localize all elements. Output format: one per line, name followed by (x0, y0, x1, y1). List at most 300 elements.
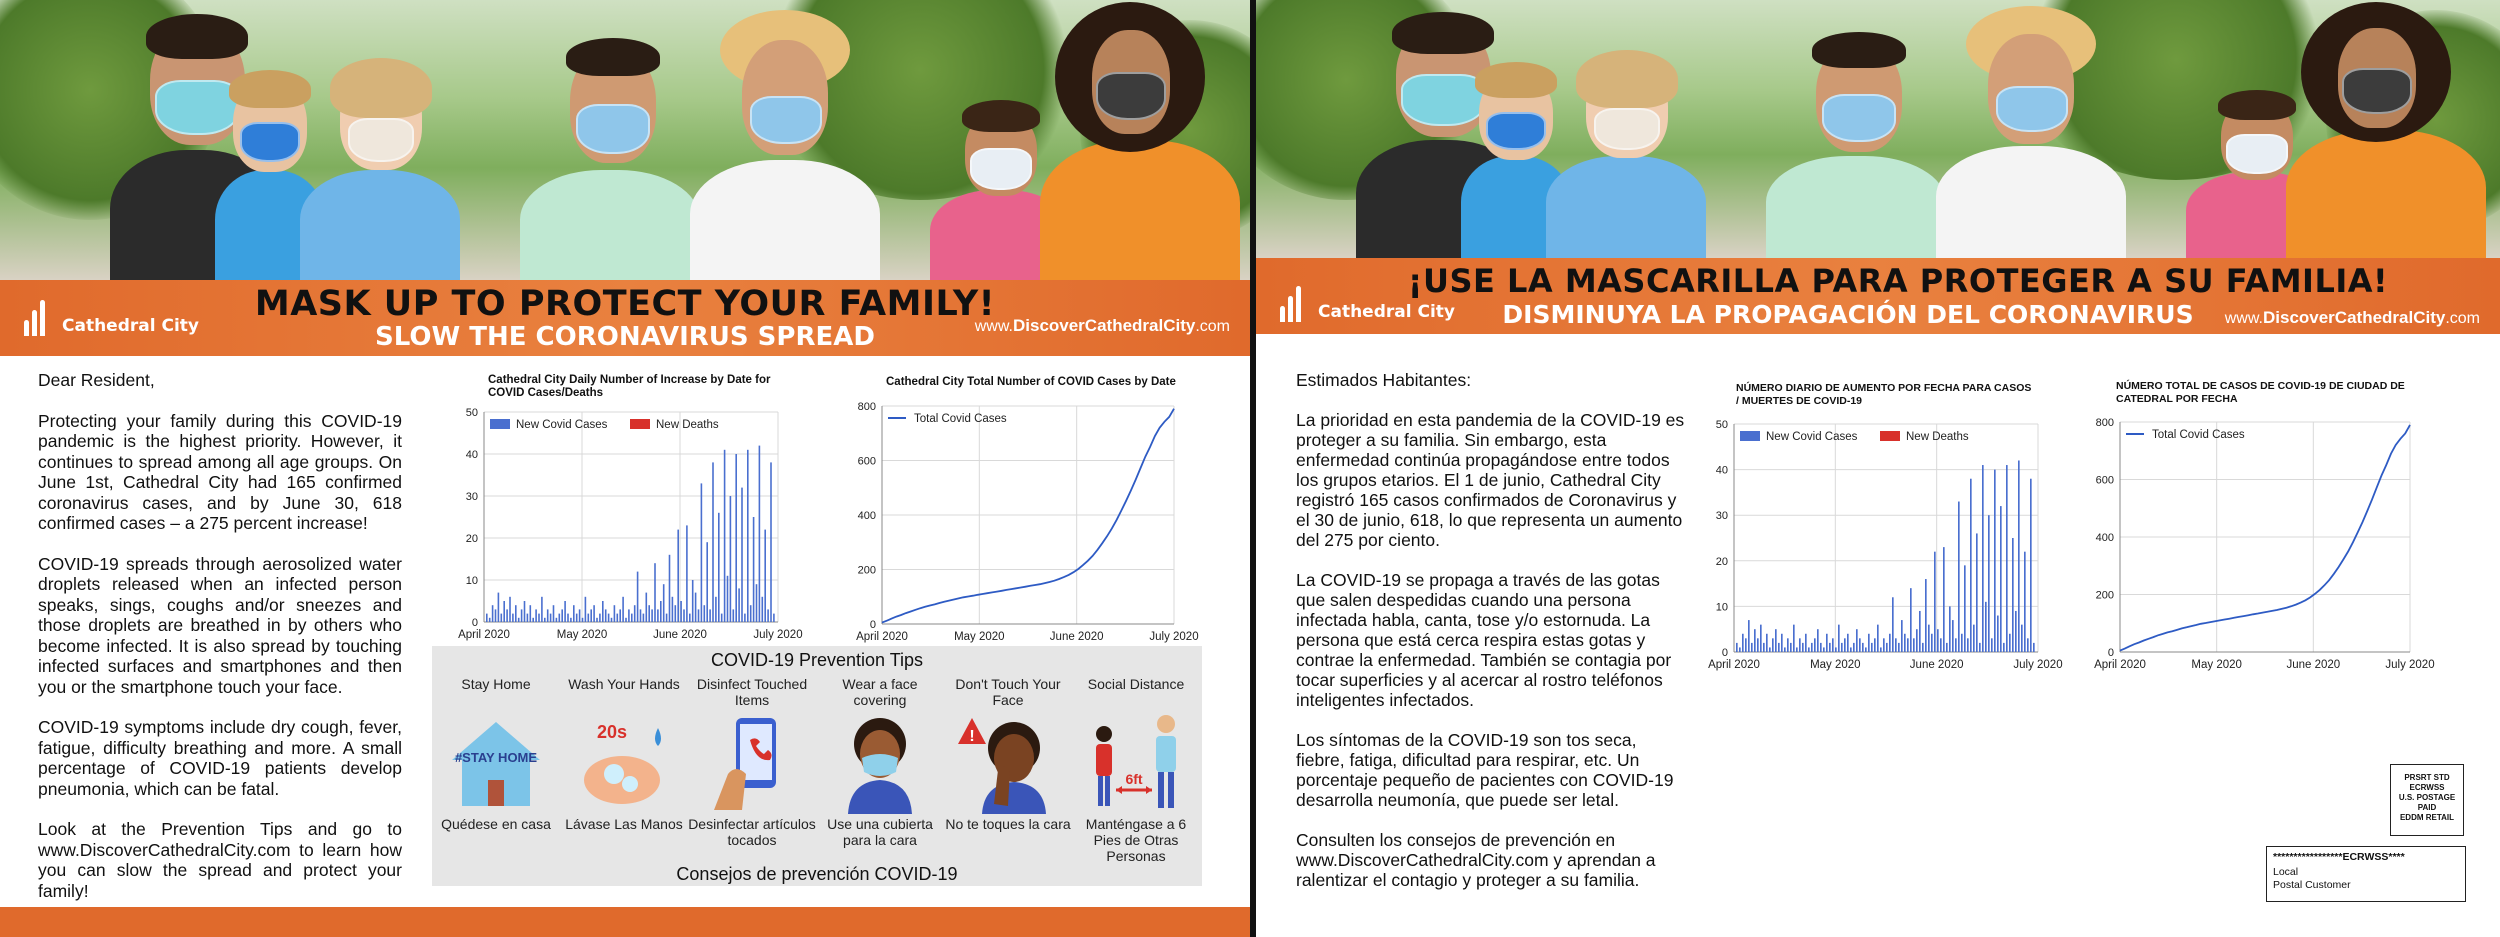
bar-new-cases (1943, 547, 1945, 652)
tip-label-es: Use una cubierta para la cara (827, 816, 933, 848)
bar-new-cases (767, 609, 769, 622)
bar-new-cases (538, 614, 540, 622)
bar-new-cases (1931, 634, 1933, 652)
bar-new-cases (1958, 502, 1960, 652)
x-tick-label: April 2020 (458, 629, 510, 641)
x-tick-label: July 2020 (1149, 631, 1199, 643)
timer-badge: 20s (596, 722, 628, 742)
bar-new-cases (2018, 460, 2020, 652)
address-line: Local (2273, 866, 2299, 878)
bar-new-cases (1796, 647, 1798, 652)
bar-new-cases (1955, 638, 1957, 652)
bar-new-cases (1841, 643, 1843, 652)
tips-subtitle: Consejos de prevención COVID-19 (676, 864, 958, 884)
bar-new-cases (553, 605, 555, 622)
bar-new-cases (721, 614, 723, 622)
bar-new-cases (1862, 643, 1864, 652)
bar-new-cases (2027, 638, 2029, 652)
bar-new-cases (527, 614, 529, 622)
headline-banner (0, 280, 1250, 356)
bar-new-cases (706, 542, 708, 622)
bar-new-cases (611, 618, 613, 622)
logo-text: Cathedral City (62, 316, 199, 336)
bar-new-cases (1817, 629, 1819, 652)
bar-new-cases (1853, 643, 1855, 652)
bar-new-cases (764, 530, 766, 622)
legend-swatch (1880, 431, 1900, 441)
greeting: Estimados Habitantes: (1296, 370, 1472, 390)
bar-new-cases (1850, 647, 1852, 652)
bar-new-cases (1973, 625, 1975, 652)
y-tick-label: 400 (2095, 532, 2114, 544)
x-tick-label: April 2020 (856, 631, 908, 643)
bar-new-cases (770, 462, 772, 622)
bar-new-cases (677, 530, 679, 622)
legend-swatch (490, 419, 510, 429)
website-link[interactable]: www.DiscoverCathedralCity.com (2224, 308, 2480, 327)
tip-label-es: Quédese en casa (441, 816, 551, 832)
bar-new-cases (1808, 647, 1810, 652)
tip-label: Wear a face covering (842, 676, 918, 708)
address-line: *****************ECRWSS**** (2273, 851, 2405, 863)
subheadline: SLOW THE CORONAVIRUS SPREAD (375, 322, 875, 352)
bar-new-cases (2021, 625, 2023, 652)
tip-disinfect (688, 676, 816, 848)
bar-new-cases (498, 593, 500, 622)
tip-label: Wash Your Hands (568, 676, 680, 692)
bar-new-cases (709, 609, 711, 622)
y-tick-label: 200 (857, 564, 876, 577)
bar-new-cases (1751, 643, 1753, 652)
bar-new-cases (773, 614, 775, 622)
bar-new-cases (588, 614, 590, 622)
bar-new-cases (1787, 638, 1789, 652)
bar-new-cases (680, 601, 682, 622)
bar-new-cases (2000, 506, 2002, 652)
x-tick-label: April 2020 (1708, 659, 1760, 671)
headline: ¡USE LA MASCARILLA PARA PROTEGER A SU FAMILIA! (1407, 262, 2389, 300)
legend-label: New Covid Cases (1766, 431, 1858, 443)
logo-text: Cathedral City (1318, 302, 1455, 322)
bar-new-cases (724, 450, 726, 622)
bar-new-cases (669, 555, 671, 622)
y-tick-label: 30 (1715, 510, 1728, 523)
disinfect-phone-icon (702, 714, 802, 814)
tip-label: Don't Touch Your Face (955, 676, 1061, 708)
bar-new-cases (1907, 638, 1909, 652)
bar-new-cases (544, 618, 546, 622)
bar-new-cases (2003, 643, 2005, 652)
bar-new-cases (495, 609, 497, 622)
headline-banner (1256, 258, 2500, 334)
total-chart-svg (2092, 380, 2435, 680)
bar-new-cases (1739, 647, 1741, 652)
tip-label: Social Distance (1087, 676, 1185, 692)
y-tick-label: 0 (869, 619, 876, 631)
bar-new-cases (750, 605, 752, 622)
legend-label: Total Covid Cases (914, 413, 1007, 425)
stay-home-badge: #STAY HOME (454, 750, 538, 765)
bar-new-cases (1823, 647, 1825, 652)
bar-new-cases (1997, 616, 1999, 652)
y-tick-label: 600 (2095, 474, 2114, 487)
tip-label-es: Lávase Las Manos (565, 816, 683, 832)
bar-new-cases (1874, 638, 1876, 652)
y-tick-label: 10 (465, 575, 478, 587)
bar-new-cases (654, 563, 656, 622)
daily-cases-chart (458, 374, 803, 644)
bar-new-cases (590, 609, 592, 622)
bar-new-cases (663, 584, 665, 622)
chart-title: Cathedral City Daily Number of Increase by Date for COVID Cases/Deaths (488, 374, 771, 399)
tip-face-covering (816, 676, 944, 848)
bar-new-cases (701, 483, 703, 622)
bar-new-cases (698, 609, 700, 622)
bar-new-cases (634, 605, 636, 622)
bar-new-cases (602, 601, 604, 622)
bar-new-cases (530, 605, 532, 622)
bar-new-cases (1799, 638, 1801, 652)
wash-hands-icon (574, 714, 674, 814)
total-cases-line (882, 409, 1174, 623)
bar-new-cases (1883, 638, 1885, 652)
bar-new-cases (1946, 643, 1948, 652)
bar-new-cases (1802, 643, 1804, 652)
x-tick-label: July 2020 (2013, 659, 2063, 671)
bar-new-cases (1949, 606, 1951, 652)
bar-new-cases (741, 488, 743, 622)
bar-new-cases (1832, 638, 1834, 652)
bar-new-cases (1838, 625, 1840, 652)
bar-new-cases (486, 614, 488, 622)
bar-new-cases (1856, 629, 1858, 652)
bar-new-cases (579, 609, 581, 622)
bar-new-cases (712, 462, 714, 622)
bar-new-cases (1898, 643, 1900, 652)
bar-new-cases (1844, 638, 1846, 652)
bar-new-cases (573, 605, 575, 622)
address-block (2266, 846, 2466, 902)
legend-swatch (630, 419, 650, 429)
bar-new-cases (683, 609, 685, 622)
y-tick-label: 800 (2095, 417, 2114, 429)
bar-new-cases (1934, 552, 1936, 652)
bar-new-cases (509, 597, 511, 622)
bar-new-cases (492, 605, 494, 622)
y-tick-label: 20 (465, 533, 478, 545)
bar-new-cases (605, 609, 607, 622)
bar-new-cases (759, 446, 761, 622)
bar-new-cases (1871, 643, 1873, 652)
bar-new-cases (1979, 643, 1981, 652)
y-tick-label: 40 (465, 449, 478, 461)
bar-new-cases (501, 614, 503, 622)
bar-new-cases (570, 618, 572, 622)
bar-new-cases (762, 597, 764, 622)
bar-new-cases (730, 496, 732, 622)
y-tick-label: 0 (2107, 647, 2114, 659)
postage-indicia: PRSRT STD ECRWSS U.S. POSTAGE PAID EDDM RETAIL (2390, 764, 2464, 836)
bar-new-cases (576, 614, 578, 622)
x-tick-label: May 2020 (2191, 659, 2242, 671)
chart-title: NÚMERO TOTAL DE CASOS DE COVID-19 DE CIUDAD DE CATEDRAL POR FECHA (2116, 380, 2405, 405)
bar-new-cases (1940, 638, 1942, 652)
bar-new-cases (550, 614, 552, 622)
bar-new-cases (1952, 620, 1954, 652)
bar-new-cases (503, 601, 505, 622)
bar-new-cases (1793, 625, 1795, 652)
bar-new-cases (1925, 579, 1927, 652)
bar-new-cases (1829, 643, 1831, 652)
x-tick-label: April 2020 (2094, 659, 2146, 671)
y-tick-label: 50 (1715, 419, 1728, 431)
bar-new-cases (747, 450, 749, 622)
bar-new-cases (660, 601, 662, 622)
bar-new-cases (2024, 552, 2026, 652)
bar-new-cases (2009, 634, 2011, 652)
bar-new-cases (556, 618, 558, 622)
bar-new-cases (1781, 634, 1783, 652)
bar-new-cases (727, 576, 729, 622)
y-tick-label: 400 (857, 510, 876, 522)
legend-label: Total Covid Cases (2152, 429, 2245, 441)
bar-new-cases (1970, 479, 1972, 652)
y-tick-label: 600 (857, 455, 876, 468)
bar-new-cases (1964, 565, 1966, 652)
x-tick-label: May 2020 (954, 631, 1005, 643)
bar-new-cases (1826, 634, 1828, 652)
letter-body (38, 370, 402, 921)
no-touch-face-icon (958, 714, 1058, 814)
bar-new-cases (628, 609, 630, 622)
tip-label: Disinfect Touched Items (696, 676, 808, 708)
daily-cases-chart (1708, 382, 2063, 682)
bar-new-cases (1814, 638, 1816, 652)
bar-new-cases (637, 572, 639, 622)
bar-new-cases (1865, 647, 1867, 652)
bar-new-cases (2012, 538, 2014, 652)
bar-new-cases (1742, 634, 1744, 652)
bar-new-cases (2006, 465, 2008, 652)
bar-new-cases (1886, 643, 1888, 652)
bar-new-cases (1820, 643, 1822, 652)
bar-new-cases (738, 588, 740, 622)
bar-new-cases (1766, 634, 1768, 652)
bar-new-cases (657, 609, 659, 622)
paragraph: Consulten los consejos de prevención en www.DiscoverCathedralCity.com y aprendan a ralentizar el contagio y proteger a su familia. (1296, 830, 1656, 890)
bar-new-cases (1880, 647, 1882, 652)
x-tick-label: May 2020 (556, 629, 608, 641)
prevention-tips (432, 646, 1202, 886)
bar-new-cases (518, 618, 520, 622)
bar-new-cases (1760, 625, 1762, 652)
bar-new-cases (1748, 620, 1750, 652)
tip-label-es: Desinfectar artículos tocados (688, 816, 816, 848)
bar-new-cases (596, 618, 598, 622)
bar-new-cases (1811, 643, 1813, 652)
paragraph: Look at the Prevention Tips and go to www.DiscoverCathedralCity.com to learn how you can slow the spread and protect your family! (38, 819, 402, 901)
y-tick-label: 30 (465, 491, 478, 503)
bar-new-cases (1868, 634, 1870, 652)
bar-new-cases (2033, 643, 2035, 652)
website-link[interactable]: www.DiscoverCathedralCity.com (974, 316, 1230, 335)
bar-new-cases (521, 609, 523, 622)
bar-new-cases (1895, 638, 1897, 652)
tip-dont-touch-face (944, 676, 1072, 832)
bar-new-cases (756, 584, 758, 622)
bar-new-cases (1976, 533, 1978, 652)
total-cases-line (2120, 425, 2410, 651)
bar-new-cases (617, 614, 619, 622)
bar-new-cases (646, 593, 648, 622)
bar-new-cases (735, 454, 737, 622)
bar-new-cases (1889, 634, 1891, 652)
bar-new-cases (651, 609, 653, 622)
bar-new-cases (614, 605, 616, 622)
bar-new-cases (599, 614, 601, 622)
bar-new-cases (1922, 643, 1924, 652)
y-tick-label: 200 (2095, 589, 2114, 602)
bar-new-cases (686, 525, 688, 622)
bar-new-cases (1919, 611, 1921, 652)
bar-new-cases (1913, 638, 1915, 652)
bar-new-cases (1757, 638, 1759, 652)
bar-new-cases (1754, 629, 1756, 652)
bar-new-cases (506, 609, 508, 622)
y-tick-label: 0 (1721, 647, 1728, 659)
x-tick-label: June 2020 (1909, 659, 1964, 671)
bar-new-cases (672, 597, 674, 622)
bar-new-cases (1967, 638, 1969, 652)
headline: MASK UP TO PROTECT YOUR FAMILY! (254, 284, 996, 324)
bar-new-cases (564, 601, 566, 622)
bar-new-cases (692, 580, 694, 622)
tip-label: Stay Home (461, 676, 531, 692)
bar-new-cases (619, 609, 621, 622)
bar-new-cases (625, 618, 627, 622)
bar-new-cases (582, 618, 584, 622)
y-tick-label: 50 (465, 407, 478, 419)
total-cases-chart (856, 376, 1199, 646)
bar-new-cases (561, 609, 563, 622)
bar-new-cases (733, 609, 735, 622)
tip-wash-hands (560, 676, 688, 832)
paragraph: Protecting your family during this COVID-19 pandemic is the highest priority. However, it continues to spread among all age groups. On June 1st, Cathedral City had 165 confirmed coronavirus cases, and by June 30, 618 confirmed cases – a 275 percent increase! (38, 410, 402, 533)
face-covering-icon (830, 714, 930, 814)
bar-new-cases (1763, 643, 1765, 652)
bar-new-cases (1961, 634, 1963, 652)
bar-new-cases (1985, 602, 1987, 652)
bar-new-cases (567, 614, 569, 622)
bar-new-cases (631, 614, 633, 622)
legend-label: New Covid Cases (516, 419, 608, 431)
y-tick-label: 800 (857, 401, 876, 413)
spanish-panel (1256, 0, 2500, 937)
greeting: Dear Resident, (38, 370, 155, 390)
warning-badge: ! (969, 728, 975, 745)
bar-new-cases (695, 593, 697, 622)
bar-new-cases (1790, 643, 1792, 652)
address-line: Postal Customer (2273, 879, 2351, 891)
bar-new-cases (1769, 647, 1771, 652)
bar-new-cases (718, 513, 720, 622)
bar-new-cases (535, 609, 537, 622)
bar-new-cases (593, 605, 595, 622)
bar-new-cases (1805, 634, 1807, 652)
bar-new-cases (643, 614, 645, 622)
paragraph: La prioridad en esta pandemia de la COVID-19 es proteger a su familia. Sin embargo, esta enfermedad continúa propagándose entre todos los grupos etarios. El 1 de junio, Cathedral City registró 165 casos confirmados de Coronavirus y el 30 de junio, 618, lo que representa un aumento del 275 por ciento. (1296, 410, 1685, 550)
paragraph: Los síntomas de la COVID-19 son tos seca, fiebre, fatiga, dificultad para respirar, etc. Un porcentaje pequeño de pacientes con COVID-19 desarrolla neumonía, que puede ser letal. (1296, 730, 1674, 810)
bar-new-cases (547, 609, 549, 622)
family-photo (1256, 0, 2500, 258)
bar-new-cases (515, 605, 517, 622)
legend-swatch (1740, 431, 1760, 441)
bar-new-cases (1982, 465, 1984, 652)
bar-new-cases (1784, 647, 1786, 652)
x-tick-label: July 2020 (2385, 659, 2435, 671)
bar-new-cases (1901, 620, 1903, 652)
letter-body (1296, 370, 1686, 910)
chart-title: NÚMERO DIARIO DE AUMENTO POR FECHA PARA CASOS / MUERTES DE COVID-19 (1736, 382, 2032, 407)
y-tick-label: 0 (471, 617, 478, 629)
bar-new-cases (559, 614, 561, 622)
legend-label: New Deaths (656, 419, 719, 431)
bar-new-cases (1994, 470, 1996, 652)
bar-new-cases (541, 597, 543, 622)
bar-new-cases (1910, 588, 1912, 652)
tip-social-distance (1072, 676, 1200, 864)
x-tick-label: July 2020 (753, 629, 803, 641)
bar-new-cases (1892, 597, 1894, 652)
bar-new-cases (689, 614, 691, 622)
tips-title: COVID-19 Prevention Tips (710, 650, 924, 670)
bar-new-cases (1847, 634, 1849, 652)
stay-home-icon (446, 714, 546, 814)
bar-new-cases (753, 517, 755, 622)
x-tick-label: June 2020 (1049, 631, 1104, 643)
bar-new-cases (1778, 643, 1780, 652)
bar-new-cases (524, 601, 526, 622)
bar-new-cases (704, 605, 706, 622)
bar-new-cases (1859, 638, 1861, 652)
bar-new-cases (608, 614, 610, 622)
x-tick-label: May 2020 (1810, 659, 1861, 671)
bar-new-cases (744, 614, 746, 622)
bar-new-cases (1988, 515, 1990, 652)
bar-new-cases (1877, 625, 1879, 652)
tip-stay-home (432, 676, 560, 832)
bar-new-cases (2030, 479, 2032, 652)
x-tick-label: June 2020 (653, 629, 707, 641)
bar-new-cases (512, 614, 514, 622)
y-tick-label: 10 (1715, 601, 1728, 614)
bar-new-cases (715, 597, 717, 622)
tip-label-es: No te toques la cara (945, 816, 1071, 832)
x-tick-label: June 2020 (2286, 659, 2341, 671)
bar-new-cases (1775, 629, 1777, 652)
bar-new-cases (622, 597, 624, 622)
bar-new-cases (1937, 629, 1939, 652)
bar-new-cases (1745, 638, 1747, 652)
bar-new-cases (1736, 643, 1738, 652)
y-tick-label: 40 (1715, 464, 1728, 477)
family-photo (0, 0, 1250, 280)
bar-new-cases (640, 609, 642, 622)
bar-new-cases (1772, 638, 1774, 652)
bar-new-cases (2015, 611, 2017, 652)
paragraph: COVID-19 symptoms include dry cough, fever, fatigue, difficulty breathing and more. A small percentage of COVID-19 patients develop pneumonia, which can be fatal. (38, 717, 402, 799)
bar-new-cases (532, 618, 534, 622)
